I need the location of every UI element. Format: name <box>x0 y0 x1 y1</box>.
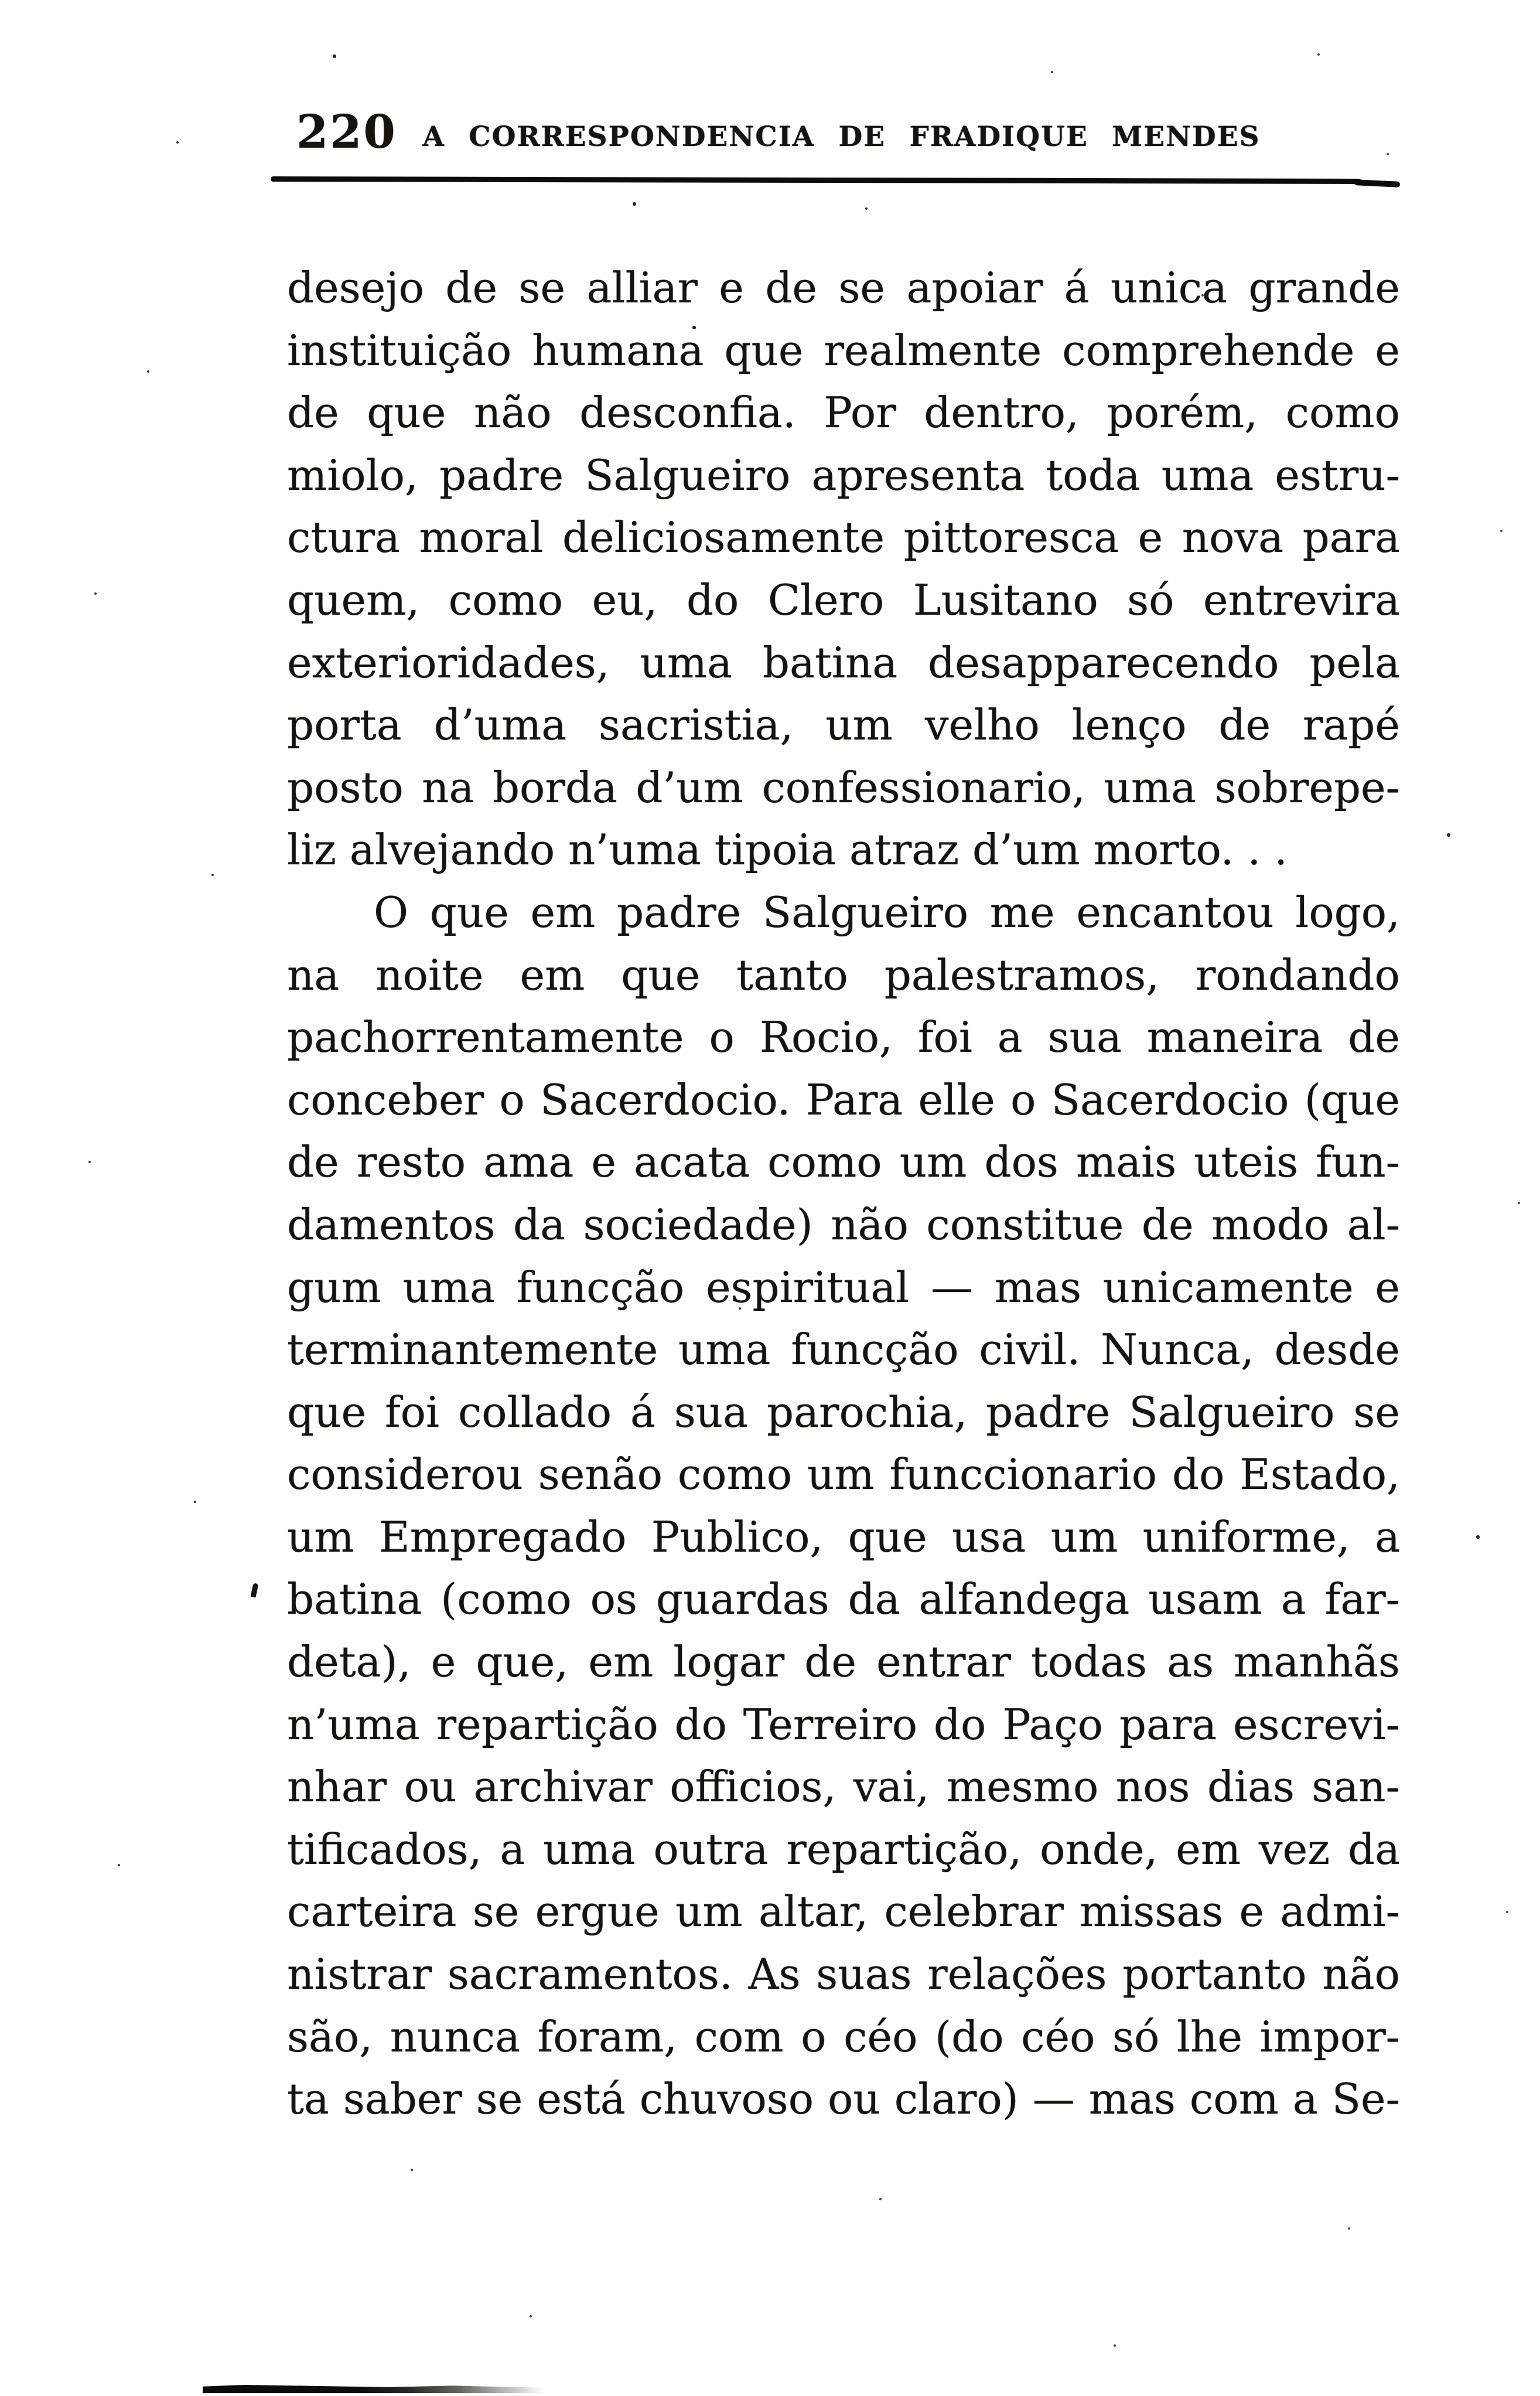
text-line: na noite em que tanto palestramos, rondando <box>287 950 1400 1000</box>
stray-apostrophe-mark <box>251 1583 259 1597</box>
text-line: nhar ou archivar officios, vai, mesmo nos dias san- <box>287 1762 1400 1812</box>
text-line: gum uma funcção espiritual — mas unicamente e <box>287 1262 1400 1312</box>
text-line: que foi collado á sua parochia, padre Salgueiro se <box>287 1387 1400 1437</box>
text-line: carteira se ergue um altar, celebrar missas e admi- <box>287 1887 1400 1937</box>
text-line: liz alvejando n’uma tipoia atraz d’um morto. . . <box>287 825 1288 875</box>
text-line: porta d’uma sacristia, um velho lenço de rapé <box>287 700 1400 750</box>
text-line: de que não desconfia. Por dentro, porém, como <box>287 388 1400 438</box>
text-line: miolo, padre Salgueiro apresenta toda uma estru- <box>287 450 1400 500</box>
running-title: A CORRESPONDENCIA DE FRADIQUE MENDES <box>422 121 1261 153</box>
text-line: conceber o Sacerdocio. Para elle o Sacerdocio (que <box>287 1075 1400 1124</box>
text-line: O que em padre Salgueiro me encantou logo, <box>374 887 1400 937</box>
text-line: deta), e que, em logar de entrar todas as manhãs <box>287 1637 1400 1687</box>
text-line: ta saber se está chuvoso ou claro) — mas com a Se- <box>287 2074 1400 2124</box>
text-line: de resto ama e acata como um dos mais uteis fun- <box>287 1137 1400 1187</box>
paper-specks <box>0 0 1 1</box>
text-line: batina (como os guardas da alfandega usam a far- <box>287 1574 1400 1624</box>
text-line: um Empregado Publico, que usa um uniforme, a <box>287 1512 1400 1562</box>
text-line: ctura moral deliciosamente pittoresca e nova para <box>287 513 1400 563</box>
header-rule <box>271 176 1361 184</box>
text-line: terminantemente uma funcção civil. Nunca, desde <box>287 1325 1400 1375</box>
page-body <box>287 257 1400 2131</box>
text-line: n’uma repartição do Terreiro do Paço para escrevi- <box>287 1699 1400 1749</box>
text-line: pachorrentamente o Rocio, foi a sua maneira de <box>287 1013 1400 1062</box>
text-line: desejo de se alliar e de se apoiar á unica grande <box>287 263 1400 312</box>
page-number: 220 <box>296 105 397 159</box>
text-line: posto na borda d’um confessionario, uma sobrepe- <box>287 762 1400 812</box>
bottom-left-smudge <box>203 2385 619 2393</box>
text-line: nistrar sacramentos. As suas relações portanto não <box>287 1949 1400 1999</box>
text-line: tificados, a uma outra repartição, onde, em vez da <box>287 1824 1400 1874</box>
text-line: exterioridades, uma batina desapparecendo pela <box>287 638 1400 687</box>
text-line: instituição humana que realmente comprehende e <box>287 325 1400 375</box>
text-line: considerou senão como um funccionario do Estado, <box>287 1450 1400 1499</box>
text-line: damentos da sociedade) não constitue de modo al- <box>287 1199 1400 1249</box>
text-line: quem, como eu, do Clero Lusitano só entrevira <box>287 575 1400 625</box>
text-line: são, nunca foram, com o céo (do céo só lhe impor- <box>287 2012 1400 2061</box>
